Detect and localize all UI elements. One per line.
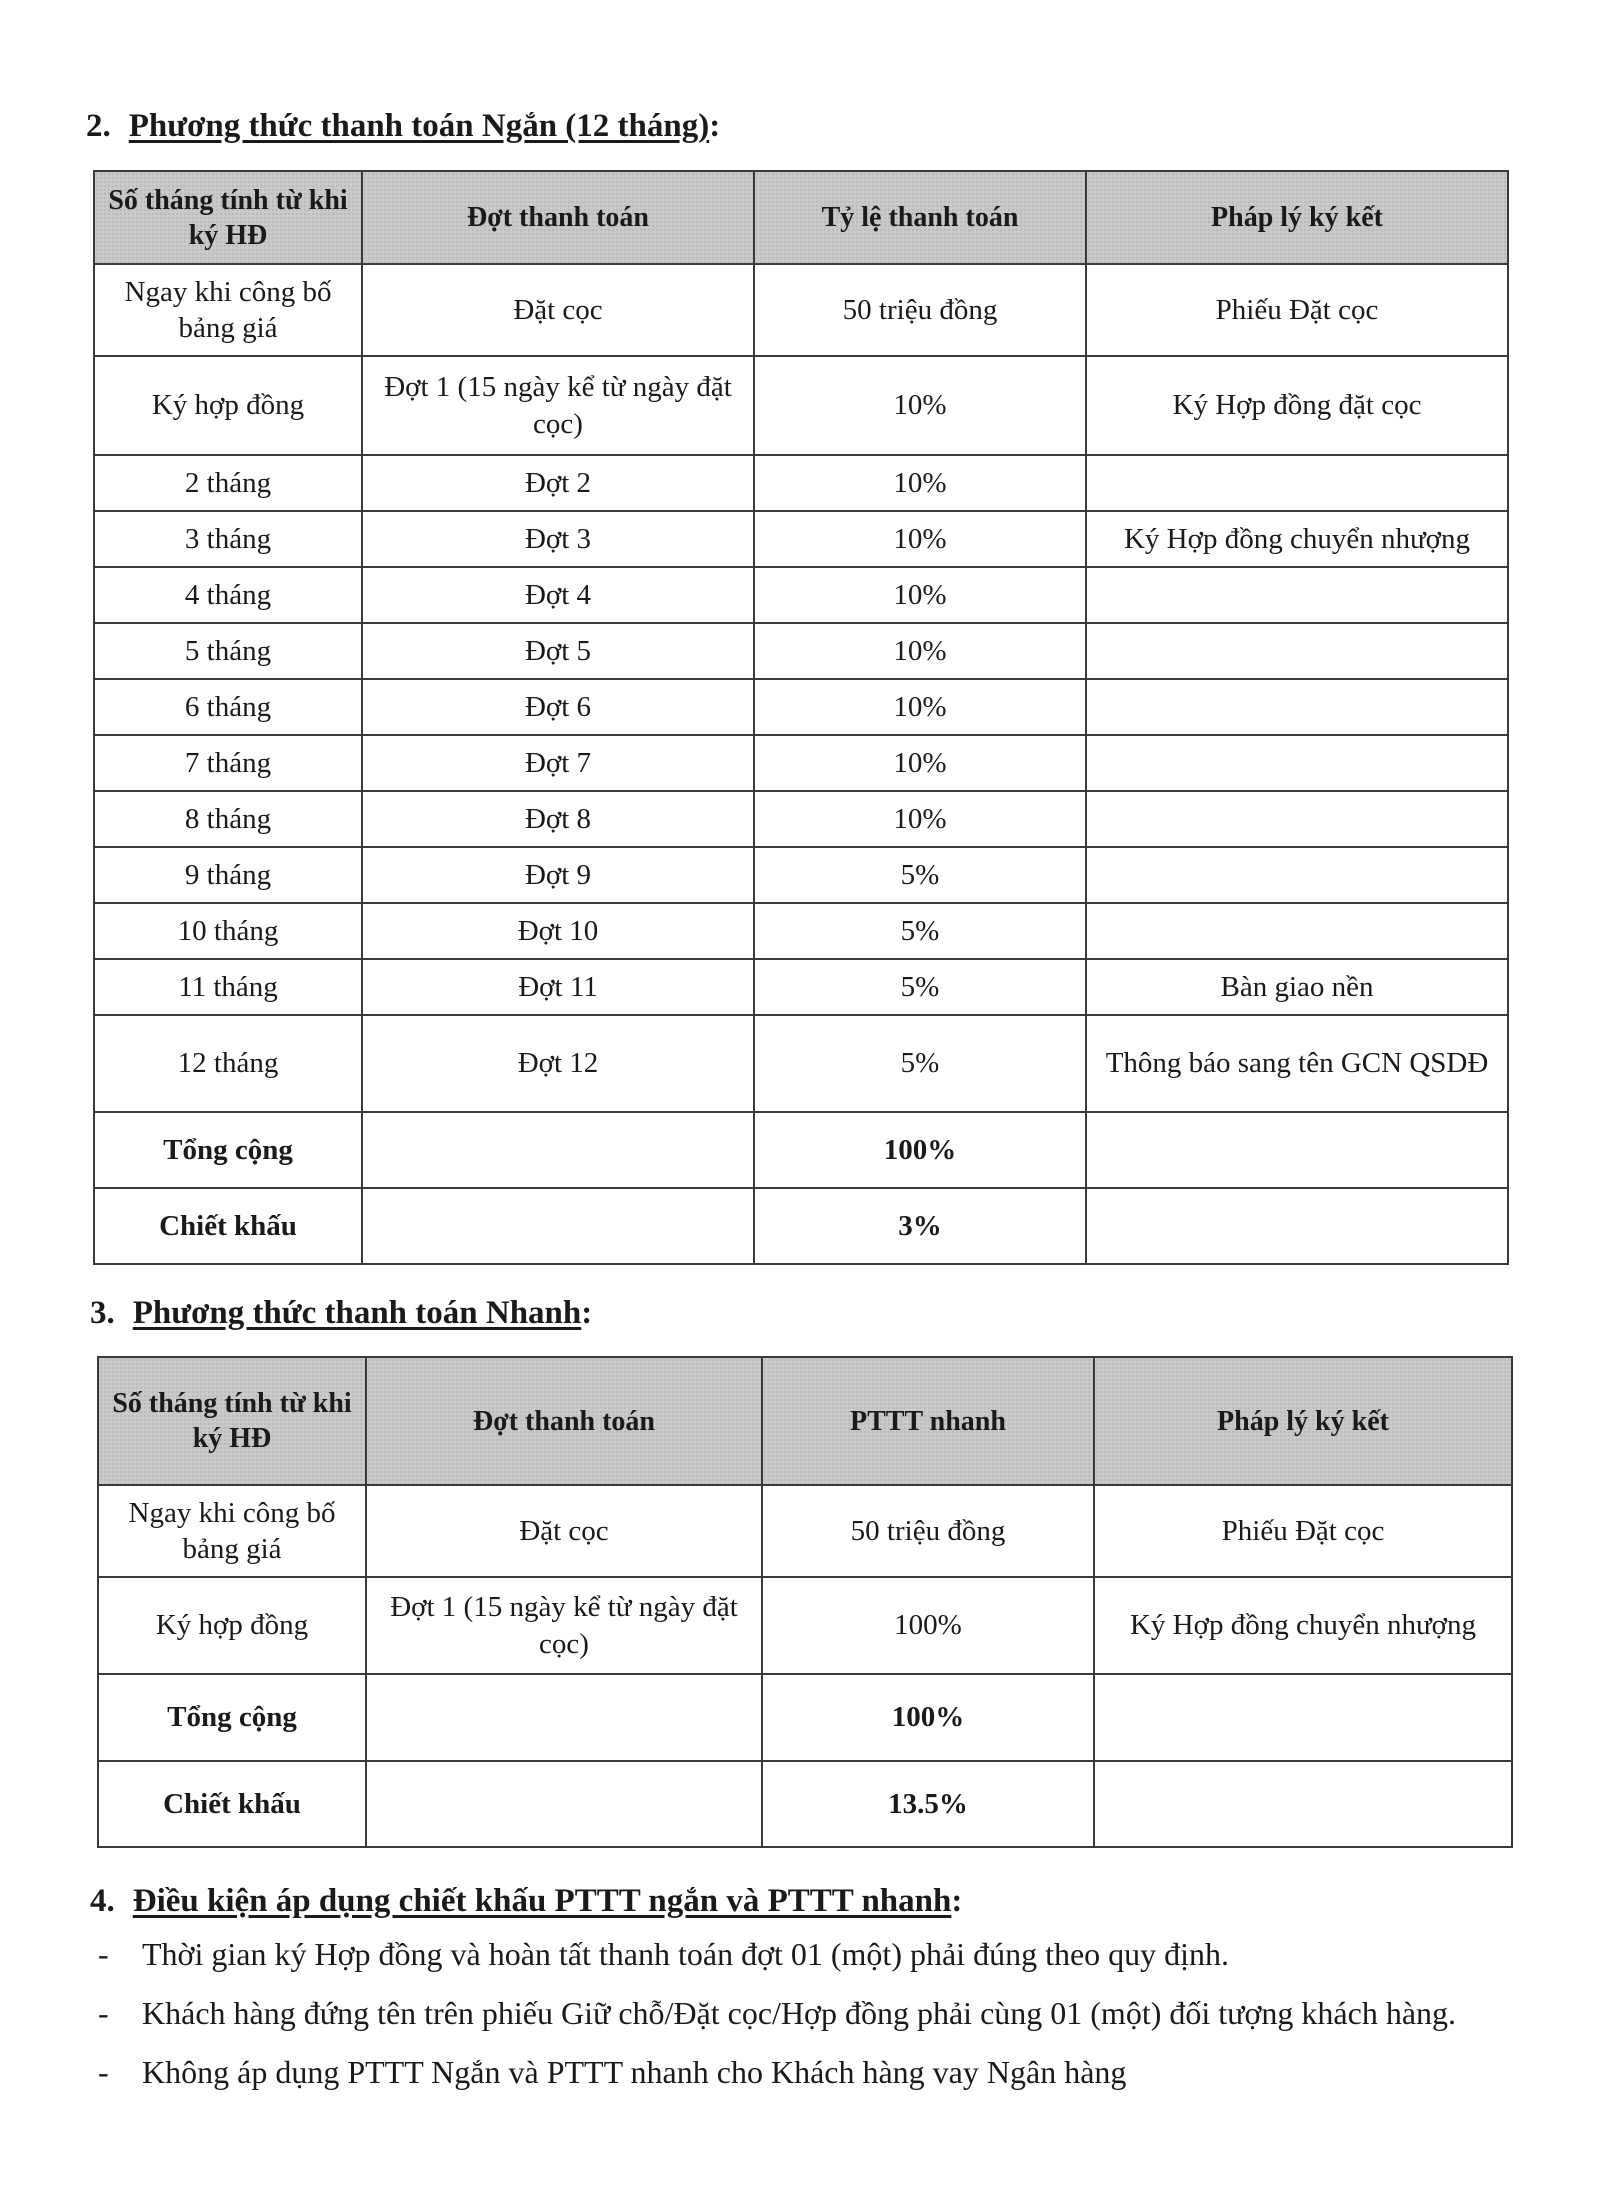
cell-installment: Đợt 9 xyxy=(362,847,754,903)
cell-legal xyxy=(1086,567,1508,623)
section-4-number: 4. xyxy=(90,1883,115,1919)
cell-legal xyxy=(1086,791,1508,847)
section-4-colon: : xyxy=(951,1883,963,1919)
cell-installment: Đợt 4 xyxy=(362,567,754,623)
short-payment-table xyxy=(93,170,1509,1265)
cell-months: 6 tháng xyxy=(94,679,362,735)
list-item xyxy=(90,2050,1510,2095)
cell-total-value: 100% xyxy=(754,1112,1086,1188)
cell-total-label: Tổng cộng xyxy=(98,1674,366,1761)
cell-rate: 10% xyxy=(754,455,1086,511)
cell-legal: Ký Hợp đồng chuyển nhượng xyxy=(1086,511,1508,567)
table-header-row xyxy=(98,1357,1512,1485)
cell-installment: Đợt 1 (15 ngày kể từ ngày đặt cọc) xyxy=(366,1577,762,1674)
cell-discount-value: 3% xyxy=(754,1188,1086,1264)
cell-installment: Đợt 11 xyxy=(362,959,754,1015)
cell-legal xyxy=(1086,1112,1508,1188)
cell-total-label: Tổng cộng xyxy=(94,1112,362,1188)
cell-months: 12 tháng xyxy=(94,1015,362,1112)
bullet-dash: - xyxy=(98,1994,109,2031)
cell-rate: 10% xyxy=(754,735,1086,791)
section-3-title: Phương thức thanh toán Nhanh xyxy=(132,1295,582,1331)
discount-row xyxy=(98,1761,1512,1847)
section-3-heading xyxy=(90,1295,592,1332)
header-legal: Pháp lý ký kết xyxy=(1094,1357,1512,1485)
cell-installment: Đợt 3 xyxy=(362,511,754,567)
cell-installment xyxy=(366,1761,762,1847)
cell-months: 11 tháng xyxy=(94,959,362,1015)
section-2-heading xyxy=(86,108,720,145)
table-row xyxy=(98,1485,1512,1577)
cell-rate: 5% xyxy=(754,903,1086,959)
fast-payment-table xyxy=(97,1356,1513,1848)
cell-rate: 100% xyxy=(762,1577,1094,1674)
section-3-colon: : xyxy=(581,1295,593,1331)
cell-legal: Phiếu Đặt cọc xyxy=(1086,264,1508,356)
discount-row xyxy=(94,1188,1508,1264)
cell-rate: 10% xyxy=(754,623,1086,679)
cell-months: Ký hợp đồng xyxy=(98,1577,366,1674)
table-row xyxy=(94,791,1508,847)
cell-months: Ký hợp đồng xyxy=(94,356,362,455)
header-months: Số tháng tính từ khi ký HĐ xyxy=(98,1357,366,1485)
cell-discount-label: Chiết khấu xyxy=(98,1761,366,1847)
cell-months: 9 tháng xyxy=(94,847,362,903)
section-4-heading xyxy=(90,1883,962,1920)
cell-legal xyxy=(1086,735,1508,791)
cell-months: 5 tháng xyxy=(94,623,362,679)
cell-installment: Đợt 5 xyxy=(362,623,754,679)
table-row xyxy=(94,511,1508,567)
cell-months: Ngay khi công bố bảng giá xyxy=(98,1485,366,1577)
cell-total-value: 100% xyxy=(762,1674,1094,1761)
condition-text: Không áp dụng PTTT Ngắn và PTTT nhanh cho Khách hàng vay Ngân hàng xyxy=(142,2053,1127,2090)
section-2-number: 2. xyxy=(86,108,111,144)
table-row xyxy=(94,455,1508,511)
cell-discount-value: 13.5% xyxy=(762,1761,1094,1847)
cell-legal xyxy=(1094,1761,1512,1847)
cell-rate: 50 triệu đồng xyxy=(754,264,1086,356)
list-item xyxy=(90,1991,1510,2036)
cell-legal: Phiếu Đặt cọc xyxy=(1094,1485,1512,1577)
cell-discount-label: Chiết khấu xyxy=(94,1188,362,1264)
cell-rate: 10% xyxy=(754,567,1086,623)
section-2-title: Phương thức thanh toán Ngắn (12 tháng) xyxy=(128,108,710,144)
cell-installment: Đặt cọc xyxy=(362,264,754,356)
cell-installment: Đợt 1 (15 ngày kể từ ngày đặt cọc) xyxy=(362,356,754,455)
cell-installment: Đợt 10 xyxy=(362,903,754,959)
condition-text: Thời gian ký Hợp đồng và hoàn tất thanh toán đợt 01 (một) phải đúng theo quy định. xyxy=(142,1936,1230,1972)
cell-installment xyxy=(362,1112,754,1188)
cell-legal xyxy=(1086,903,1508,959)
cell-legal xyxy=(1086,1188,1508,1264)
table-row xyxy=(94,264,1508,356)
bullet-dash: - xyxy=(98,1936,109,1972)
cell-months: 4 tháng xyxy=(94,567,362,623)
table-header-row xyxy=(94,171,1508,264)
header-fast-rate: PTTT nhanh xyxy=(762,1357,1094,1485)
header-installment: Đợt thanh toán xyxy=(366,1357,762,1485)
cell-installment: Đợt 7 xyxy=(362,735,754,791)
cell-legal xyxy=(1086,679,1508,735)
section-2-colon: : xyxy=(709,108,721,144)
cell-months: 3 tháng xyxy=(94,511,362,567)
cell-legal: Thông báo sang tên GCN QSDĐ xyxy=(1086,1015,1508,1112)
cell-rate: 5% xyxy=(754,959,1086,1015)
cell-legal xyxy=(1094,1674,1512,1761)
cell-rate: 10% xyxy=(754,356,1086,455)
table-row xyxy=(94,356,1508,455)
bullet-dash: - xyxy=(98,2053,109,2090)
section-3-number: 3. xyxy=(90,1295,115,1331)
cell-rate: 5% xyxy=(754,1015,1086,1112)
cell-legal: Ký Hợp đồng chuyển nhượng xyxy=(1094,1577,1512,1674)
table-row xyxy=(94,623,1508,679)
cell-rate: 10% xyxy=(754,511,1086,567)
cell-months: 2 tháng xyxy=(94,455,362,511)
table-row xyxy=(94,1015,1508,1112)
cell-months: 10 tháng xyxy=(94,903,362,959)
cell-months: Ngay khi công bố bảng giá xyxy=(94,264,362,356)
cell-legal: Ký Hợp đồng đặt cọc xyxy=(1086,356,1508,455)
table-row xyxy=(94,903,1508,959)
total-row xyxy=(98,1674,1512,1761)
header-rate: Tỷ lệ thanh toán xyxy=(754,171,1086,264)
cell-rate: 10% xyxy=(754,791,1086,847)
cell-rate: 10% xyxy=(754,679,1086,735)
list-item xyxy=(90,1932,1510,1977)
table-row xyxy=(94,847,1508,903)
table-row xyxy=(94,735,1508,791)
cell-legal xyxy=(1086,623,1508,679)
conditions-list xyxy=(90,1932,1510,2108)
cell-legal: Bàn giao nền xyxy=(1086,959,1508,1015)
table-row xyxy=(98,1577,1512,1674)
cell-installment: Đợt 2 xyxy=(362,455,754,511)
condition-text: Khách hàng đứng tên trên phiếu Giữ chỗ/Đặt cọc/Hợp đồng phải cùng 01 (một) đối tượng khách hàng. xyxy=(142,1994,1457,2031)
table-row xyxy=(94,567,1508,623)
table-row xyxy=(94,959,1508,1015)
cell-installment: Đợt 12 xyxy=(362,1015,754,1112)
table-row xyxy=(94,679,1508,735)
total-row xyxy=(94,1112,1508,1188)
header-legal: Pháp lý ký kết xyxy=(1086,171,1508,264)
cell-installment: Đợt 6 xyxy=(362,679,754,735)
header-installment: Đợt thanh toán xyxy=(362,171,754,264)
cell-legal xyxy=(1086,847,1508,903)
cell-months: 8 tháng xyxy=(94,791,362,847)
cell-months: 7 tháng xyxy=(94,735,362,791)
cell-rate: 50 triệu đồng xyxy=(762,1485,1094,1577)
cell-installment: Đặt cọc xyxy=(366,1485,762,1577)
cell-installment xyxy=(366,1674,762,1761)
cell-installment: Đợt 8 xyxy=(362,791,754,847)
cell-rate: 5% xyxy=(754,847,1086,903)
section-4-title: Điều kiện áp dụng chiết khấu PTTT ngắn và PTTT nhanh xyxy=(132,1883,952,1919)
header-months: Số tháng tính từ khi ký HĐ xyxy=(94,171,362,264)
cell-installment xyxy=(362,1188,754,1264)
cell-legal xyxy=(1086,455,1508,511)
